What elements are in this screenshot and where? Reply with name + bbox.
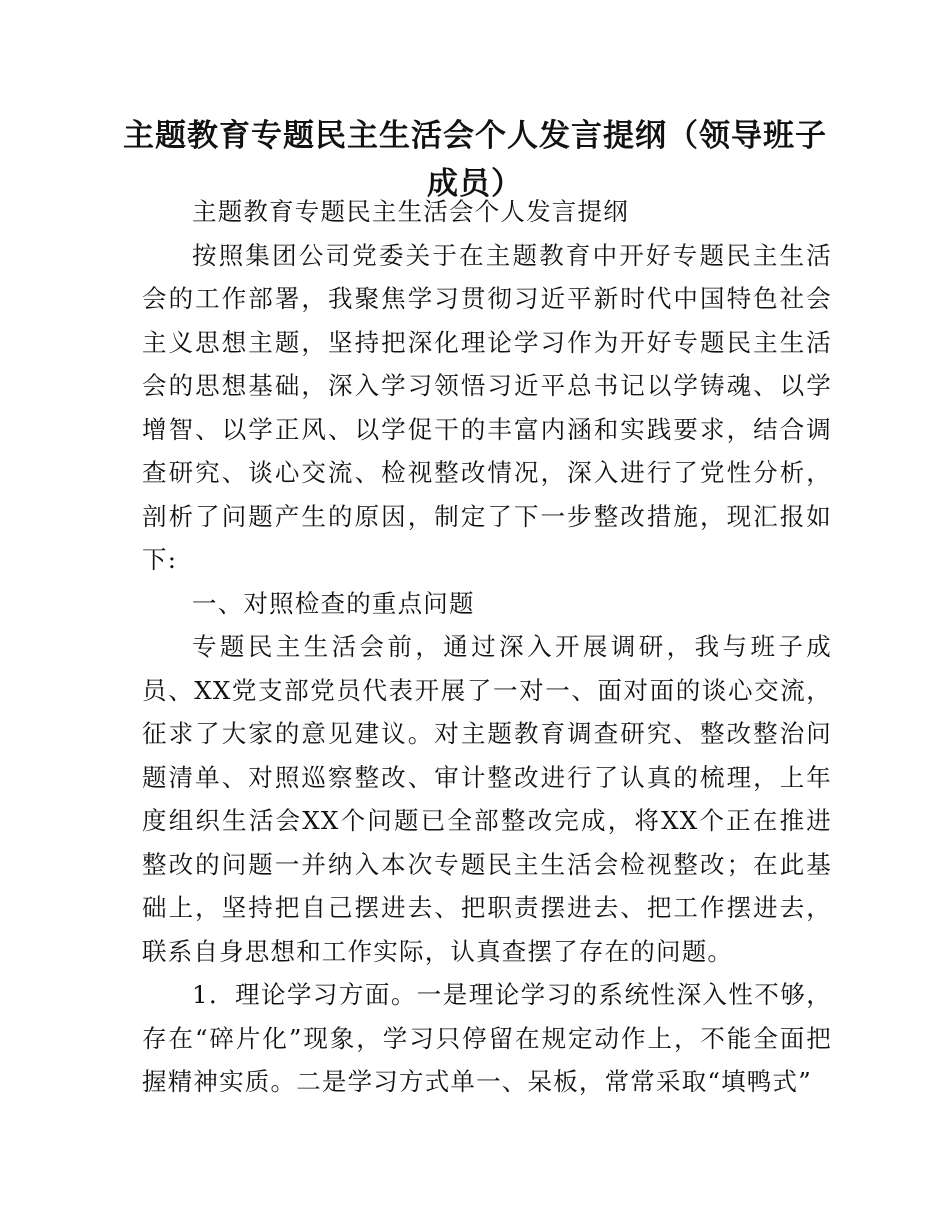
subtitle-paragraph: 主题教育专题民主生活会个人发言提纲 [192,197,629,226]
document-body [142,190,832,1104]
section-paragraph: 专题民主生活会前，通过深入开展调研，我与班子成员、XX党支部党员代表开展了一对一、面对面的谈心交流，征求了大家的意见建议。对主题教育调查研究、整改整治问题清单、对照巡察整改、审计整改进行了认真的梳理，上年度组织生活会XX个问题已全部整改完成，将XX个正在推进整改的问题一并纳入本次专题民主生活会检视整改；在此基础上，坚持把自己摆进去、把职责摆进去、把工作摆进去，联系自身思想和工作实际，认真查摆了存在的问题。 [142,632,832,966]
item-paragraph: 1．理论学习方面。一是理论学习的系统性深入性不够，存在“碎片化”现象，学习只停留在规定动作上，不能全面把握精神实质。二是学习方式单一、呆板，常常采取“填鸭式” [142,980,832,1096]
intro-paragraph: 按照集团公司党委关于在主题教育中开好专题民主生活会的工作部署，我聚焦学习贯彻习近平新时代中国特色社会主义思想主题，坚持把深化理论学习作为开好专题民主生活会的思想基础，深入学习领悟习近平总书记以学铸魂、以学增智、以学正风、以学促干的丰富内涵和实践要求，结合调查研究、谈心交流、检视整改情况，深入进行了党性分析，剖析了问题产生的原因，制定了下一步整改措施，现汇报如下: [142,240,832,574]
document-title: 主题教育专题民主生活会个人发言提纲（领导班子成员） [123,118,827,202]
section-heading: 一、对照检查的重点问题 [192,588,475,618]
